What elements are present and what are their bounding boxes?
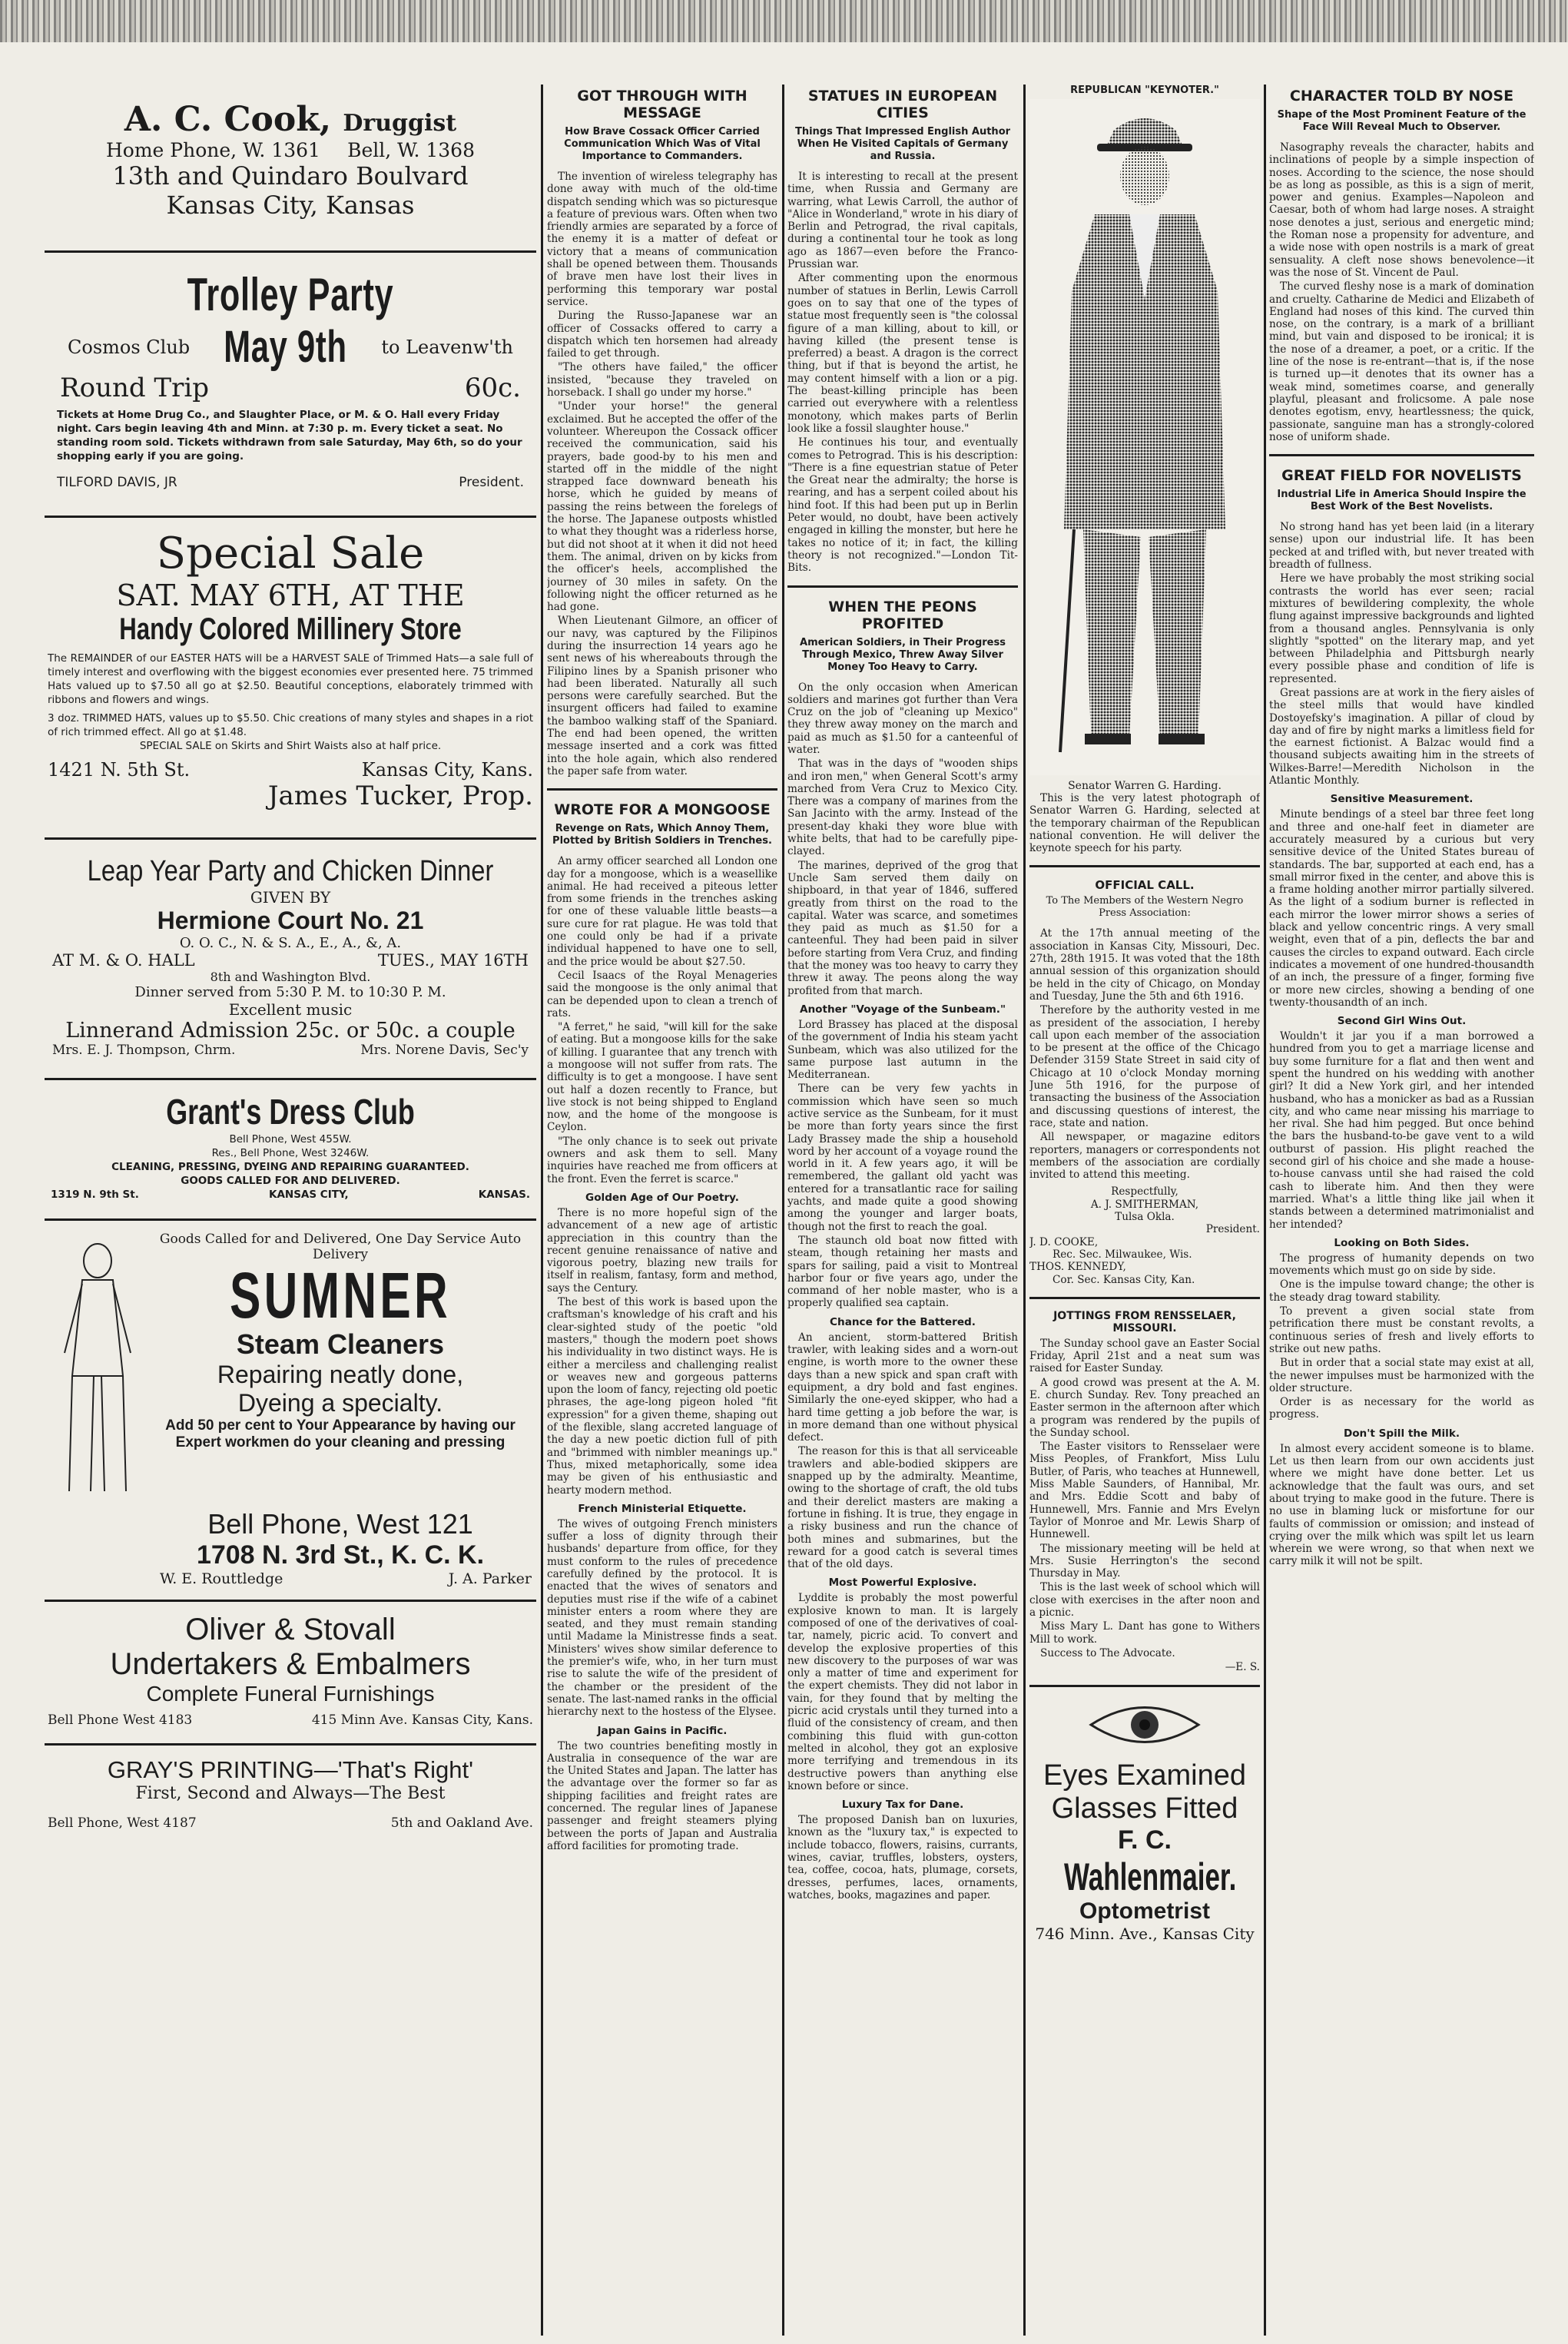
article-headline: GOT THROUGH WITH MESSAGE <box>577 88 748 121</box>
article-paragraph: The proposed Danish ban on luxuries, known as the "luxury tax," is expected to include tobacco, flowers, raisins, currants, wines, caviar, truffles, lobsters, oysters, tea, coffee, cocoa, hats, plumage, corsets, dresses, perfumes, laces, ornaments, watches, books, magazines and paper. <box>787 1814 1018 1901</box>
photo-headline: REPUBLICAN "KEYNOTER." <box>1070 85 1219 96</box>
divider <box>787 585 1018 588</box>
cook-bell-phone: Bell, W. 1368 <box>347 139 475 161</box>
eyes-title: Optometrist <box>1079 1898 1210 1924</box>
article-paragraph: Great passions are at work in the fiery aisles of the steel mills that would have kindled Dostoyefsky's imagination. A pillar of cloud by day and of fire by night marks a limitless field for the earnest fictionist. A Balzac would find a thousand subjects awaiting him in the streets of Wilkes-Barre!—Meredith Nicholson in the Atlantic Monthly. <box>1269 686 1534 787</box>
article-headline: WHEN THE PEONS PROFITED <box>828 598 977 632</box>
article-minihead: Don't Spill the Milk. <box>1343 1427 1460 1440</box>
sumner-phone: Bell Phone, West 121 <box>207 1508 473 1540</box>
article-paragraph: The progress of humanity depends on two movements which must go on side by side. <box>1269 1252 1534 1278</box>
sale-proprietor: James Tucker, Prop. <box>267 781 533 811</box>
eyes-address: 746 Minn. Ave., Kansas City <box>1035 1924 1255 1943</box>
sumner-name: SUMNER <box>229 1259 451 1331</box>
oliver-phone: Bell Phone West 4183 <box>48 1712 193 1728</box>
column-rule <box>541 85 543 2336</box>
article-paragraph: Lord Brassey has placed at the disposal of the government of India his steam yacht Sunbeam, which was also utilized for the same purpose last autumn in the Mediterranean. <box>787 1018 1018 1082</box>
divider <box>1029 1685 1260 1687</box>
official-signer: A. J. SMITHERMAN, <box>1090 1198 1199 1211</box>
sale-text-1: The REMAINDER of our EASTER HATS will be a HARVEST SALE of Trimmed Hats—a sale full of timely interest and overflowing with the biggest economies ever presented here. 75 trimmed Hats valued up to $7.50 all go at $2.50. Beautiful conceptions, elaborately trimmed with ribbons and flowers and wings. <box>48 652 533 706</box>
article-subhead: Shape of the Most Prominent Feature of the Face Will Reveal Much to Observer. <box>1277 109 1527 133</box>
cook-trade: Druggist <box>343 110 457 137</box>
divider <box>45 1600 536 1602</box>
eyes-line-2: Glasses Fitted <box>1051 1792 1238 1825</box>
divider <box>45 1078 536 1080</box>
article-paragraph: "Under your horse!" the general exclaimed. But he accepted the offer of the volunteer. Whereupon the Cossack officer received the communication, said his prayers, bade good-by to his men and started off in the middle of the night strapped face downward beneath his horse, which he guided by means of passing the reins between the forelegs of the horse. The Japanese outposts whistled to what they thought was a riderless horse, but did not shoot at it when it did not heed them. The animal, driven on by kicks from the officer's heels, accomplished the journey of 30 miles in safety. On the following night the officer returned as he had gone. <box>547 400 777 614</box>
article-wrote-for-a-mongoose <box>547 801 777 1852</box>
article-minihead: Golden Age of Our Poetry. <box>585 1191 739 1204</box>
sale-address: 1421 N. 5th St. <box>48 759 191 781</box>
leap-orders: O. O. C., N. & S. A., E., A., &, A. <box>179 935 402 951</box>
article-paragraph: The curved fleshy nose is a mark of domination and cruelty. Catharine de Medici and Elizabeth of England had noses of this kind. The curved thin nose, on the contrary, is a mark of a brilliant mind, but vain and disposed to be ironical; it is the nose of a dreamer, a poet, or a critic. If the line of the nose is re-entrant—that is, if the nose is turned up—it denotes that its owner has a weak mind, sometimes coarse, and generally playful, pleasant and frolicsome. A pale nose denotes egotism, envy, heartlessness; the quick, passionate, sanguine man has a strongly-colored nose of uniform shade. <box>1269 280 1534 443</box>
article-headline: JOTTINGS FROM RENSSELAER, MISSOURI. <box>1053 1309 1236 1334</box>
article-paragraph: The two countries benefiting mostly in Australia in consequence of the war are the United States and Japan. The latter has the advantage over the former so far as shipping facilities and freight rates are concerned. The regular lines of Japanese passenger and freight steamers plying between the ports of Japan and Australia afford facilities for promoting trade. <box>547 1739 777 1852</box>
article-minihead: Japan Gains in Pacific. <box>597 1724 728 1737</box>
column-3 <box>787 85 1018 1903</box>
sumner-line-1: Steam Cleaners <box>236 1328 445 1360</box>
article-minihead: Looking on Both Sides. <box>1334 1236 1470 1249</box>
article-paragraph: An army officer searched all London one day for a mongoose, which is a weasellike animal. He had received a piteous letter from some friends in the trenches asking for one of these valuable little beasts—a sure cure for rat plague. He was told that one could only be had if a private individual happened to have one to sell, and the price would be about $27.50. <box>547 855 777 968</box>
grays-slogan: First, Second and Always—The Best <box>135 1784 446 1803</box>
divider <box>547 788 777 791</box>
article-paragraph: "The others have failed," the officer insisted, "because they traveled on horseback. I shall go under my horse." <box>547 361 777 400</box>
article-paragraph: The invention of wireless telegraphy has done away with much of the old-time dispatch sending which was so picturesque a feature of previous wars. Often when two friendly armies are separated by a force of the enemy it is a matter of defeat or victory that a means of communication shall be opened between them. Thousands of brave men have lost their lives in performing this temporary war postal service. <box>547 171 777 308</box>
sale-title: Special Sale <box>156 529 425 579</box>
trolley-title: Trolley Party <box>187 269 394 320</box>
article-when-the-peons-profited <box>787 598 1018 1902</box>
article-paragraph: Success to The Advocate. <box>1040 1646 1175 1659</box>
grays-title: GRAY'S PRINTING—'That's Right' <box>107 1756 474 1783</box>
sale-text-3: SPECIAL SALE on Skirts and Shirt Waists also at half price. <box>139 740 442 752</box>
article-paragraph: Wouldn't it jar you if a man borrowed a hundred from you to get a marriage license and buy some furniture for a flat and then went and spent the hundred on his wedding with another girl? It did a New York girl, and her intended husband, who has a monicker as bad as a Russian city, and who came near missing his marriage to her rival. She had him pegged. But once behind the bars the husband-to-be gave vent to a wild outburst of passion. His plight reached the second girl of his choice and she made a house-to-house canvass until she had raised the cold cash to liberate him. And then they were married. What's a little thing like jail when it stands between a determined matrimonialist and her intended? <box>1269 1030 1534 1231</box>
article-minihead: Sensitive Measurement. <box>1330 793 1474 806</box>
article-minihead: Another "Voyage of the Sunbeam." <box>799 1003 1006 1016</box>
sumner-line-3: Dyeing a specialty. <box>237 1389 443 1417</box>
article-paragraph: On the only occasion when American soldiers and marines got further than Vera Cruz on the job of "cleaning up Mexico" they threw away money on the march and paid as much as $1.50 for a canteenful of water. <box>787 681 1018 756</box>
sumner-line-2: Repairing neatly done, <box>217 1361 464 1388</box>
article-paragraph: A good crowd was present at the A. M. E. church Sunday. Rev. Tony preached an Easter sermon in the afternoon after which a program was rendered by the pupils of the Sunday school. <box>1029 1376 1260 1439</box>
article-paragraph: The Sunday school gave an Easter Social Friday, April 21st and a neat sum was raised for Easter Sunday. <box>1029 1337 1260 1375</box>
oliver-address: 415 Minn Ave. Kansas City, Kans. <box>311 1712 533 1728</box>
article-minihead: French Ministerial Etiquette. <box>578 1502 747 1515</box>
cook-address: 13th and Quindaro Boulvard <box>112 161 469 191</box>
leap-admission: Linnerand Admission 25c. or 50c. a couple <box>65 1019 515 1043</box>
grants-city: KANSAS CITY, <box>269 1189 349 1201</box>
article-headline: GREAT FIELD FOR NOVELISTS <box>1281 467 1522 485</box>
ad-grants <box>45 1091 536 1202</box>
article-paragraph: Nasography reveals the character, habits and inclinations of people by a simple inspection of noses. According to the science, the nose should be as long as possible, as this is a sign of merit, power and genius. Examples—Napoleon and Caesar, both of whom had large noses. A straight nose denotes a just, serious and energetic mind; the Roman nose a propensity for adventure, and a wide nose with open nostrils is a mark of great sensuality. A cleft nose shows benevolence—it was the nose of St. Vincent de Paul. <box>1269 141 1534 279</box>
ad-eyes-examined <box>1029 1698 1260 1943</box>
grants-state: KANSAS. <box>478 1189 530 1201</box>
trolley-details: Tickets at Home Drug Co., and Slaughter Place, or M. & O. Hall every Friday night. Cars begin leaving 4th and Minn. at 7:30 p. m. Every ticket a seat. No standing room sold. Tickets withdrawn from sale Saturday, May 6th, so do your shopping early if you are going. <box>57 409 522 463</box>
trolley-round-trip: Round Trip <box>60 373 210 403</box>
photo-caption: Senator Warren G. Harding. <box>1068 780 1222 792</box>
trolley-date: May 9th <box>224 322 348 372</box>
divider <box>45 837 536 840</box>
article-headline: WROTE FOR A MONGOOSE <box>554 801 771 819</box>
ad-oliver <box>45 1613 536 1728</box>
article-paragraph: Therefore by the authority vested in me as president of the association, I hereby call upon each member of the association to be present at the office of the Chicago Defender 3159 State Street in said city of Chicago at 10 o'clock Monday morning June 5th 1916, for the purpose of transacting the business of the Association and discussing questions of interest, the race, state and nation. <box>1029 1004 1260 1129</box>
official-sig-3-title: Cor. Sec. Kansas City, Kan. <box>1053 1273 1195 1286</box>
article-statues-in-european-cities <box>787 88 1018 575</box>
grants-address: 1319 N. 9th St. <box>51 1189 139 1201</box>
article-jottings <box>1029 1310 1260 1674</box>
article-paragraph: Here we have probably the most striking social contrasts the world has ever seen; racial mixtures of bewildering complexity, the whole flung against impressive backgrounds and lighted from a thousand angles. Pennsylvania is only slightly "spotted" on the literary map, and yet between Philadelphia and Pittsburgh nearly every possible phase and condition of life is represented. <box>1269 572 1534 685</box>
oliver-line-2: Complete Funeral Furnishings <box>146 1682 435 1706</box>
divider <box>45 250 536 253</box>
divider <box>45 516 536 518</box>
leap-secretary: Mrs. Norene Davis, Sec'y <box>360 1043 529 1058</box>
ad-sumner <box>45 1232 536 1508</box>
cook-home-phone: Home Phone, W. 1361 <box>106 139 320 161</box>
leap-title: Leap Year Party and Chicken Dinner <box>87 855 494 887</box>
grants-delivery: GOODS CALLED FOR AND DELIVERED. <box>181 1175 400 1187</box>
divider <box>45 1218 536 1221</box>
column-2 <box>547 85 777 1854</box>
sumner-intro: Goods Called for and Delivered, One Day Service Auto Delivery <box>159 1232 522 1262</box>
sumner-owner-1: W. E. Routtledge <box>160 1570 283 1587</box>
article-paragraph: An ancient, storm-battered British trawler, with leaking sides and a worn-out engine, is worth more to the owner these days than a new spick and span craft with equipment, a dry bold and fast engines. Similarly the one-eyed skipper, who had a hard time getting a job before the war, is in more demand than one without physical defect. <box>787 1331 1018 1444</box>
trolley-signer: TILFORD DAVIS, JR <box>57 475 177 490</box>
ad-grays <box>45 1756 536 1831</box>
official-respectfully: Respectfully, <box>1111 1185 1178 1199</box>
article-paragraph: There is no more hopeful sign of the advancement of a new age of artistic appreciation in this country than the recent genuine renaissance of native and vigorous poetry, blazing new trails for itself in realism, fantasy, form and method, says the Century. <box>547 1206 777 1295</box>
sale-text-2: 3 doz. TRIMMED HATS, values up to $5.50. Chic creations of many styles and shapes in a riot of rich trimmed effect. All go at $1.48. <box>48 712 533 738</box>
harding-photo <box>1029 99 1260 775</box>
ad-special-sale <box>45 529 536 811</box>
grays-phone: Bell Phone, West 4187 <box>48 1815 197 1831</box>
article-paragraph: The reason for this is that all serviceable trawlers and able-bodied skippers are snapped up by the admiralty. Meantime, owing to the shortage of craft, the old tubs and their derelict masters are making a fortune in fishing. It is true, they engage in a risky business and run the chance of both mines and submarines, but the reward for a good catch is several times that of the old days. <box>787 1445 1018 1571</box>
trolley-signer-title: President. <box>459 475 524 490</box>
leap-chairman: Mrs. E. J. Thompson, Chrm. <box>52 1043 236 1058</box>
article-headline: OFFICIAL CALL. <box>1095 878 1195 893</box>
article-got-through-with-message <box>547 88 777 777</box>
article-paragraph: The best of this work is based upon the craftsman's knowledge of his craft and his clear-sighted study of the poetic "old masters," though the modern poet shows his individuality in two distinct ways. He is either a merciless and challenging realist or weaves new and gorgeous patterns upon the loom of fancy, rejecting old poetic phrases, the age-long pigeon holed "fit expression" for a given theme, shaping out of the flexible, slang accreted language of the day a new poetic diction full of pith and "brimmed with nimbler meanings up." Thus, mixed metaphorically, some idea may be given of his enthusiastic and hearty modern method. <box>547 1296 777 1497</box>
column-4 <box>1029 85 1260 1943</box>
article-paragraph: All newspaper, or magazine editors reporters, managers or correspondents not members of the association are cordially invited to attend this meeting. <box>1029 1131 1260 1182</box>
eyes-name: Wahlenmaier. <box>1064 1855 1237 1898</box>
sale-city: Kansas City, Kans. <box>361 759 533 781</box>
article-paragraph: The staunch old boat now fitted with steam, though retaining her masts and spars for sailing, paid a visit to Montreal harbor four or five years ago, under the command of her noble master, who is a properly qualified sea captain. <box>787 1234 1018 1310</box>
official-sig-2: J. D. COOKE, <box>1029 1235 1099 1248</box>
article-paragraph: The missionary meeting will be held at Mrs. Susie Herrington's the second Thursday in May. <box>1029 1542 1260 1580</box>
article-paragraph: No strong hand has yet been laid (in a literary sense) upon our industrial life. It has been pecked at and trifled with, but never treated with breadth of fullness. <box>1269 521 1534 572</box>
divider <box>1029 1297 1260 1299</box>
eye-icon <box>1087 1698 1202 1752</box>
oliver-title: Oliver & Stovall <box>185 1613 396 1646</box>
grants-title: Grant's Dress Club <box>166 1092 415 1132</box>
article-paragraph: "The only chance is to seek out private owners and ask them to sell. Many inquiries have reached me from officers at the front. Even the ferret is scarce." <box>547 1135 777 1185</box>
official-signer-city: Tulsa Okla. <box>1115 1211 1175 1224</box>
article-paragraph: Miss Mary L. Dant has gone to Withers Mill to work. <box>1029 1620 1260 1646</box>
article-minihead: Second Girl Wins Out. <box>1337 1015 1467 1028</box>
column-rule <box>1023 85 1026 2336</box>
article-paragraph: The Easter visitors to Rensselaer were Miss Peoples, of Frankfort, Miss Lulu Butler, of Paris, who teaches at Hunnewell, Miss Mable Saunders, of Hannibal, Mr. and Mrs. Eddie Scott and baby of Hunnewell, Mrs. Fannie and Mrs Evelyn Taylor of Monroe and Mr. Lewis Sharp of Hunnewell. <box>1029 1441 1260 1541</box>
article-paragraph: But in order that a social state may exist at all, the newer impulses must be harmonized with the older structure. <box>1269 1357 1534 1394</box>
article-headline: STATUES IN EUROPEAN CITIES <box>807 88 998 121</box>
cook-name: A. C. Cook, <box>124 100 332 139</box>
article-paragraph: There can be very few yachts in commission which have seen so much active service as the Sunbeam, for it must be more than forty years since the first Lady Brassey made the ship a household word by her account of a voyage round the world in it. A few years ago, it will be remembered, the gallant old yacht was entered for a transatlantic race for sailing yachts, and made quite a good showing among the younger and larger boats, though not the first to reach the goal. <box>787 1082 1018 1233</box>
jottings-signer: —E. S. <box>1225 1661 1260 1674</box>
article-paragraph: At the 17th annual meeting of the association in Kansas City, Missouri, Dec. 27th, 28th 1915. It was voted that the 18th annual session of this organization should be held in the city of Chicago, on Monday and Tuesday, June the 5th and 6th 1916. <box>1029 927 1260 1003</box>
article-paragraph: Cecil Isaacs of the Royal Menageries said the mongoose is the only animal that can be depended upon to clean a trench of rats. <box>547 969 777 1019</box>
trolley-destination: to Leavenw'th <box>381 336 513 358</box>
article-paragraph: To prevent a given social state from petrification there must be constant revolts, a continuous series of fresh and lively efforts to strike out new paths. <box>1269 1305 1534 1355</box>
column-rule <box>1264 85 1266 2336</box>
ad-leap-year <box>45 855 536 1058</box>
leap-music: Excellent music <box>228 1000 353 1019</box>
leap-street: 8th and Washington Blvd. <box>210 970 371 984</box>
eyes-line-1: Eyes Examined <box>1043 1759 1246 1792</box>
article-subhead: Revenge on Rats, Which Annoy Them, Plotted by British Soldiers in Trenches. <box>552 823 772 847</box>
sale-date: SAT. MAY 6TH, AT THE <box>116 579 465 612</box>
divider <box>1029 865 1260 867</box>
ad-trolley <box>45 268 536 489</box>
article-minihead: Luxury Tax for Dane. <box>841 1799 964 1812</box>
leap-venue: AT M. & O. HALL <box>52 951 195 970</box>
divider <box>1269 454 1534 456</box>
sumner-owner-2: J. A. Parker <box>448 1570 532 1587</box>
divider <box>45 1743 536 1746</box>
article-subhead: How Brave Cossack Officer Carried Communication Which Was of Vital Importance to Commanders. <box>564 126 761 162</box>
article-subhead: American Soldiers, in Their Progress Through Mexico, Threw Away Silver Money Too Heavy to Carry. <box>800 636 1006 673</box>
scan-edge-band <box>0 0 1568 42</box>
article-paragraph: That was in the days of "wooden ships and iron men," when General Scott's army marched from Vera Cruz to Mexico City. There was a company of marines from the San Jacinto with the army. Instead of the present-day khaki they wore blue with white belts, that had to be carefully pipe-clayed. <box>787 758 1018 858</box>
article-character-told-by-nose <box>1269 88 1534 443</box>
harding-portrait-image <box>1029 99 1260 775</box>
column-5 <box>1269 85 1534 1570</box>
sumner-address: 1708 N. 3rd St., K. C. K. <box>196 1540 485 1570</box>
grants-services: CLEANING, PRESSING, DYEING AND REPAIRING GUARANTEED. <box>111 1161 469 1173</box>
eyes-initials: F. C. <box>1118 1825 1172 1855</box>
official-signer-title: President. <box>1205 1223 1260 1236</box>
article-paragraph: In almost every accident someone is to blame. Let us then learn from our own accidents just where we might have done better. Let us acknowledge that the fault was ours, and set about trying to make good in the future. There is no use in blaming luck or misfortune for our faults of commission or omission; and instead of crying over the milk which was spilt let us learn wherein we were wrong, so that when next we carry milk it will not be spilt. <box>1269 1442 1534 1568</box>
leap-given-by: GIVEN BY <box>250 888 331 907</box>
article-paragraph: One is the impulse toward change; the other is the steady drag toward stability. <box>1269 1278 1534 1304</box>
article-paragraph: This is the last week of school which will close with exercises in the after noon and a picnic. <box>1029 1581 1260 1620</box>
official-sig-3: THOS. KENNEDY, <box>1029 1261 1126 1274</box>
leap-org: Hermione Court No. 21 <box>157 907 424 934</box>
gentleman-figure-illustration <box>55 1238 140 1507</box>
article-minihead: Most Powerful Explosive. <box>828 1576 977 1590</box>
grays-address: 5th and Oakland Ave. <box>390 1815 533 1831</box>
article-headline: CHARACTER TOLD BY NOSE <box>1289 88 1514 104</box>
article-subhead: Things That Impressed English Author When He Visited Capitals of Germany and Russia. <box>794 126 1011 162</box>
grants-phone-2: Res., Bell Phone, West 3246W. <box>211 1147 370 1159</box>
leap-date: TUES., MAY 16TH <box>377 951 529 970</box>
grants-phone-1: Bell Phone, West 455W. <box>229 1133 352 1145</box>
article-paragraph: The marines, deprived of the grog that Uncle Sam served them daily on shipboard, in that year of 1846, suffered greatly from thirst on the road to the capital. Water was scarce, and sometimes they paid as much as $1.50 for a canteenful. They had been paid in silver before starting from Vera Cruz, and finding that the money was too heavy to carry they threw it away. The peons along the way profited from that march. <box>787 859 1018 997</box>
article-paragraph: The wives of outgoing French ministers suffer a loss of dignity through their husbands' departure from office, for they must conform to the rules of precedence carefully defined by the protocol. It is enacted that the wives of senators and deputies must rise if the wife of a cabinet minister enters a room where they are seated, and they must remain standing until Madame la Ministresse finds a seat. Ministers' wives show similar deference to the premier's wife, who, in her turn must rise to salute the wife of the president of the chamber or the president of the senate. The last-named ranks in the official hierarchy next to the hostess of the Elysee. <box>547 1517 777 1719</box>
cook-city: Kansas City, Kansas <box>166 191 415 220</box>
official-to: To The Members of the Western Negro Press Association: <box>1046 895 1244 920</box>
ads-column <box>45 85 536 1831</box>
column-rule <box>782 85 784 2336</box>
sumner-line-4: Add 50 per cent to Your Appearance by having our Expert workmen do your cleaning and pressing <box>165 1417 515 1450</box>
article-minihead: Chance for the Battered. <box>830 1315 976 1328</box>
article-paragraph: After commenting upon the enormous number of statues in Berlin, Lewis Carroll goes on to say that one of the types of statue most frequently seen is "the colossal figure of a man killing, about to kill, or having killed (the present tense is preferred) a beast. A dragon is the correct thing, but if that is beyond the artist, he may content himself with a lion or a pig. The beast-killing principle has been carried out everywhere with a relentless monotony, which makes parts of Berlin look like a fossil slaughter house." <box>787 272 1018 435</box>
trolley-price: 60c. <box>464 373 521 403</box>
sale-store: Handy Colored Millinery Store <box>119 612 462 646</box>
article-paragraph: It is interesting to recall at the present time, when Russia and Germany are warring, what Lewis Carroll, the author of "Alice in Wonderland," wrote in his diary of Berlin and Petrograd, the rival capitals, during a continental tour he took as long ago as 1867—even before the Franco-Prussian war. <box>787 171 1018 271</box>
article-paragraph: "A ferret," he said, "will kill for the sake of eating. But a mongoose kills for the sake of killing. I guarantee that any trench with a mongoose will not suffer from rats. The difficulty is to get a mongoose. I have sent out half a dozen recently to France, but live stock is not being shipped to England now, and the home of the mongoose is Ceylon. <box>547 1021 777 1134</box>
photo-caption-body: This is the very latest photograph of Senator Warren G. Harding, selected at the temporary chairman of the Republican national convention. He will deliver the keynote speech for his party. <box>1029 792 1260 855</box>
article-paragraph: Order is as necessary for the world as progress. <box>1269 1396 1534 1421</box>
leap-dinner: Dinner served from 5:30 P. M. to 10:30 P. M. <box>134 984 446 1000</box>
article-paragraph: Minute bendings of a steel bar three feet long and three and one-half feet in diameter are accurately measured by a curious but very sensitive device of the United States bureau of standards. The bar, supported at each end, has a small mirror fixed in the center, and above this is a frame holding another mirror partially silvered. As the light of a sodium burner is reflected in each mirror the lower mirror shows a series of black and yellow concentric rings. A very small weight, even that of a pin, deflects the bar and causes the circles to expand outward. Each circle indicates a movement of one hundred-thousandth of an inch, the pressure of a finger, forming five or more new circles, showing a bending of one twenty-thousandth of an inch. <box>1269 808 1534 1009</box>
article-great-field-for-novelists <box>1269 467 1534 1568</box>
article-paragraph: He continues his tour, and eventually comes to Petrograd. This is his description: "There is a fine equestrian statue of Peter the Great near the admiralty; the horse is rearing, and has a serpent coiled about his hind foot. If this had been put up in Berlin Peter would, no doubt, have been actively engaged in killing the monster, but here he takes no notice of it; in fact, the killing theory is not recognized."—London Tit-Bits. <box>787 436 1018 575</box>
official-sig-2-title: Rec. Sec. Milwaukee, Wis. <box>1053 1248 1192 1261</box>
article-paragraph: Lyddite is probably the most powerful explosive known to man. It is largely composed of one of the derivatives of coal-tar, namely, picric acid. To convert and develop the explosive properties of this new discovery to the purposes of war was only a matter of time and experiment for the expert chemists. They did not labor in vain, for they found that by melting the picric acid crystals until they turned into a fluid of the consistency of cream, and then combining this fluid with gun-cotton melted in alcohol, they got an explosive more terrifying and tremendous in its destructive powers than anything else known before or since. <box>787 1592 1018 1792</box>
article-subhead: Industrial Life in America Should Inspire the Best Work of the Best Novelists. <box>1277 489 1527 513</box>
ad-cook <box>45 85 536 220</box>
article-paragraph: During the Russo-Japanese war an officer of Cossacks offered to carry a dispatch which ten horsemen had already failed to get through. <box>547 310 777 360</box>
article-paragraph: When Lieutenant Gilmore, an officer of our navy, was captured by the Filipinos during the insurrection 14 years ago he sent news of his whereabouts through the Filipino lines by a Spanish prisoner who had been liberated. Naturally all such persons were carefully searched. But the insurgent officers had failed to examine the bamboo walking staff of the Spaniard. The end had been opened, the written message inserted and a cork was fitted into the hole again, which also rendered the paper safe from water. <box>547 615 777 777</box>
oliver-line-1: Undertakers & Embalmers <box>110 1647 471 1681</box>
article-official-call <box>1029 878 1260 1285</box>
trolley-club: Cosmos Club <box>68 336 191 358</box>
